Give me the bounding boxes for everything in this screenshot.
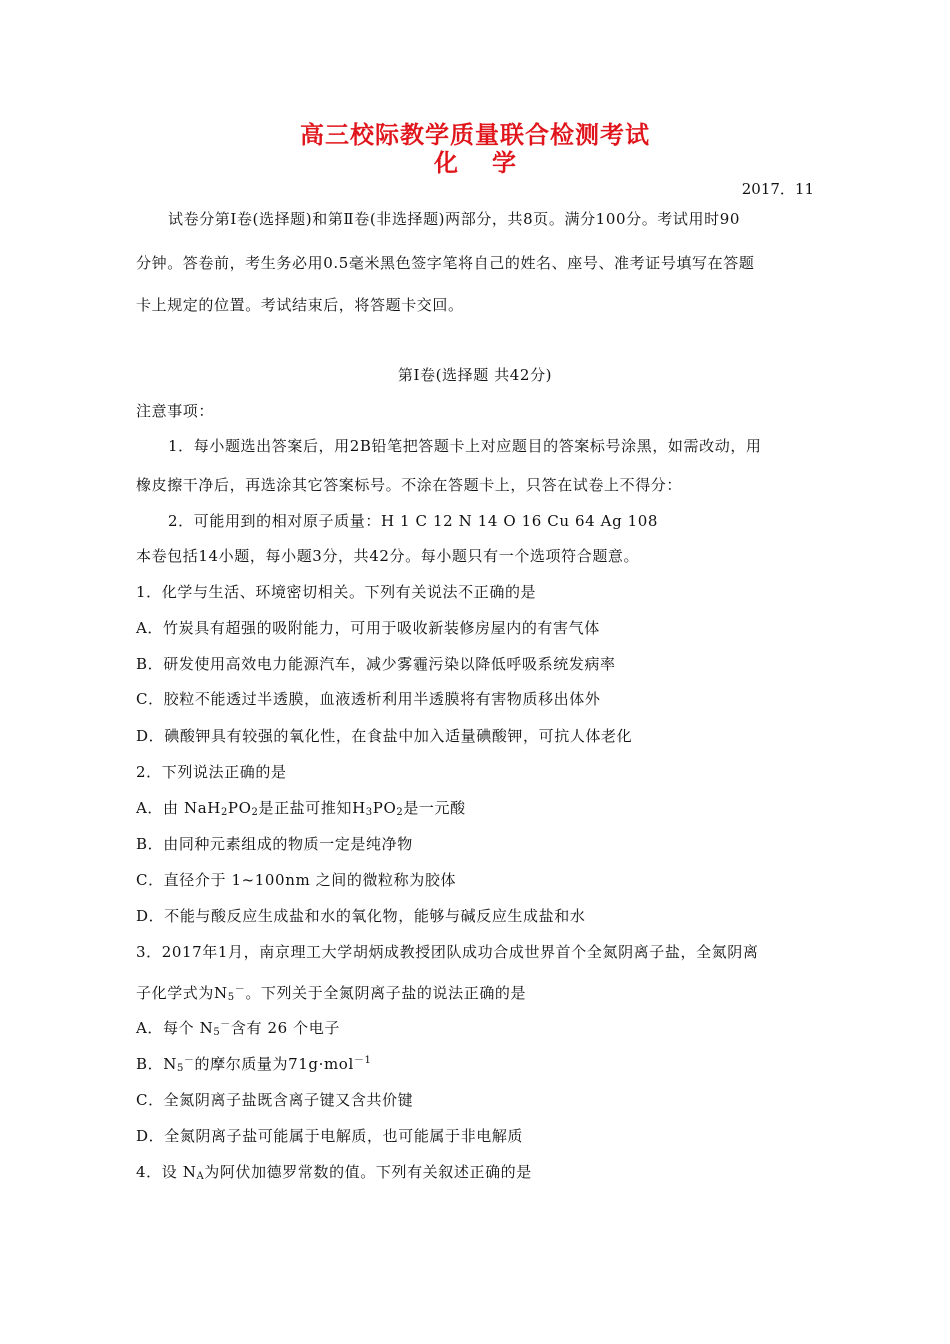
q3-option-d: D．全氮阴离子盐可能属于电解质，也可能属于非电解质 bbox=[136, 1127, 524, 1145]
notice-1-line-1: 1．每小题选出答案后，用2B铅笔把答题卡上对应题目的答案标号涂黑，如需改动，用 bbox=[168, 437, 762, 455]
exam-title: 高三校际教学质量联合检测考试 bbox=[300, 121, 650, 149]
notice-title: 注意事项： bbox=[136, 402, 215, 420]
q1-option-d: D．碘酸钾具有较强的氧化性，在食盐中加入适量碘酸钾，可抗人体老化 bbox=[136, 727, 633, 745]
q1-option-b: B．研发使用高效电力能源汽车，减少雾霾污染以降低呼吸系统发病率 bbox=[136, 655, 616, 673]
q2-option-d: D．不能与酸反应生成盐和水的氧化物，能够与碱反应生成盐和水 bbox=[136, 907, 586, 925]
q3-option-b: B．$N_5^-$的摩尔质量为71g·mol$^{-1}$ bbox=[136, 1055, 372, 1074]
section-instructions: 本卷包括14小题，每小题3分，共42分。每小题只有一个选项符合题意。 bbox=[136, 547, 640, 565]
intro-line-3: 卡上规定的位置。考试结束后，将答题卡交回。 bbox=[136, 296, 464, 314]
q1-option-c: C．胶粒不能透过半透膜，血液透析利用半透膜将有害物质移出体外 bbox=[136, 690, 601, 708]
q2-stem: 2．下列说法正确的是 bbox=[136, 763, 287, 781]
q1-option-a: A．竹炭具有超强的吸附能力，可用于吸收新装修房屋内的有害气体 bbox=[136, 619, 600, 637]
q3-option-a: A．每个 $N_5^-$含有 26 个电子 bbox=[136, 1019, 340, 1038]
q3-stem-line-2: 子化学式为$N_5^-$。下列关于全氮阴离子盐的说法正确的是 bbox=[136, 984, 527, 1003]
q1-stem: 1．化学与生活、环境密切相关。下列有关说法不正确的是 bbox=[136, 583, 537, 601]
intro-line-1: 试卷分第Ⅰ卷(选择题)和第Ⅱ卷(非选择题)两部分，共8页。满分100分。考试用时90 bbox=[168, 210, 740, 228]
notice-2: 2．可能用到的相对原子质量：H 1 C 12 N 14 O 16 Cu 64 Ag 108 bbox=[168, 512, 659, 530]
section-heading: 第Ⅰ卷(选择题 共42分) bbox=[397, 366, 553, 384]
exam-date: 2017．11 bbox=[741, 180, 814, 198]
q3-stem-line-1: 3．2017年1月，南京理工大学胡炳成教授团队成功合成世界首个全氮阴离子盐，全氮阴离 bbox=[136, 943, 759, 961]
q2-option-c: C．直径介于 1~100nm 之间的微粒称为胶体 bbox=[136, 871, 457, 889]
q4-stem: 4．设 $N_A$为阿伏加德罗常数的值。下列有关叙述正确的是 bbox=[136, 1163, 532, 1182]
notice-1-line-2: 橡皮擦干净后，再选涂其它答案标号。不涂在答题卡上，只答在试卷上不得分： bbox=[136, 476, 683, 494]
q2-option-a: A．由 $NaH_2PO_2$是正盐可推知$H_3PO_2$是一元酸 bbox=[136, 799, 466, 818]
q2-option-b: B．由同种元素组成的物质一定是纯净物 bbox=[136, 835, 413, 853]
intro-line-2: 分钟。答卷前，考生务必用0.5毫米黑色签字笔将自己的姓名、座号、准考证号填写在答题 bbox=[136, 254, 755, 272]
q3-option-c: C．全氮阴离子盐既含离子键又含共价键 bbox=[136, 1091, 414, 1109]
exam-subject bbox=[0, 149, 950, 177]
subject-char-1: 化 bbox=[434, 149, 458, 177]
subject-char-2: 学 bbox=[492, 149, 516, 177]
